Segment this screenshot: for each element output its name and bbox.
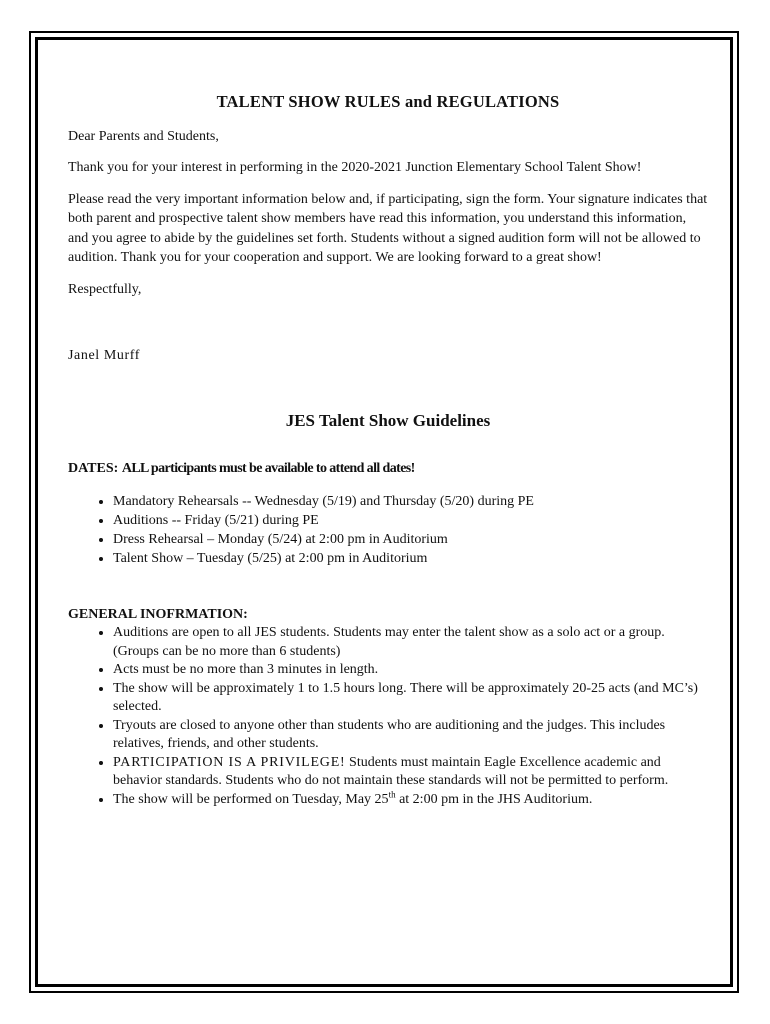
greeting: Dear Parents and Students, bbox=[68, 128, 219, 144]
list-item: • The show will be approximately 1 to 1.5 hours long. There will be approximately 20-25 acts (and MC’s) selected. bbox=[113, 680, 708, 717]
list-item: • Acts must be no more than 3 minutes in length. bbox=[113, 661, 708, 680]
list-item: • Tryouts are closed to anyone other than students who are auditioning and the judges. This includes relatives, friends, and other students. bbox=[113, 717, 708, 754]
show-date-text: The show will be performed on Tuesday, May 25 bbox=[113, 791, 389, 807]
privilege-caps: PARTICIPATION IS A PRIVILEGE! bbox=[113, 754, 346, 770]
intro-paragraph: Thank you for your interest in performing in the 2020-2021 Junction Elementary School Talent Show! bbox=[68, 160, 642, 175]
guidelines-title: JES Talent Show Guidelines bbox=[285, 410, 491, 430]
instructions-paragraph: Please read the very important information below and, if participating, sign the form. Your signature indicates that both parent and prospective talent show members have read this information, you understand this information, and you agree to abide by the guidelines set forth. Students without a signed audition form will not be allowed to audition. Thank you for your cooperation and support. We are looking forward to a great show! bbox=[68, 191, 708, 265]
dates-label: DATES: bbox=[68, 461, 119, 476]
signature-space bbox=[68, 311, 708, 346]
list-item: • Mandatory Rehearsals -- Wednesday (5/19) and Thursday (5/20) during PE bbox=[113, 492, 708, 511]
list-item: • Talent Show – Tuesday (5/25) at 2:00 pm in Auditorium bbox=[113, 549, 708, 568]
document-title: TALENT SHOW RULES and REGULATIONS bbox=[216, 92, 560, 111]
closing: Respectfully, bbox=[68, 281, 142, 297]
signature-name: Janel Murff bbox=[68, 348, 141, 363]
list-item: • Dress Rehearsal – Monday (5/24) at 2:00 pm in Auditorium bbox=[113, 530, 708, 549]
dates-note: ALL participants must be available to attend all dates! bbox=[121, 461, 415, 476]
ordinal-suffix: th bbox=[388, 788, 396, 799]
list-item: • Auditions are open to all JES students. Students may enter the talent show as a solo act or a group. (Groups can be no more than 6 students) bbox=[113, 624, 708, 661]
general-info-heading: GENERAL INOFRMATION: bbox=[68, 606, 248, 622]
show-location-text: at 2:00 pm in the JHS Auditorium. bbox=[395, 791, 593, 807]
dates-heading bbox=[68, 459, 708, 479]
privilege-text: Students must maintain Eagle Excellence academic and behavior standards. Students who do not maintain these standards will not be permitted to perform. bbox=[113, 754, 669, 788]
list-item: • Auditions -- Friday (5/21) during PE bbox=[113, 511, 708, 530]
list-item bbox=[113, 754, 708, 791]
document-body bbox=[68, 92, 708, 809]
general-info-list bbox=[68, 624, 708, 809]
list-item bbox=[113, 788, 708, 810]
dates-list bbox=[68, 492, 708, 568]
